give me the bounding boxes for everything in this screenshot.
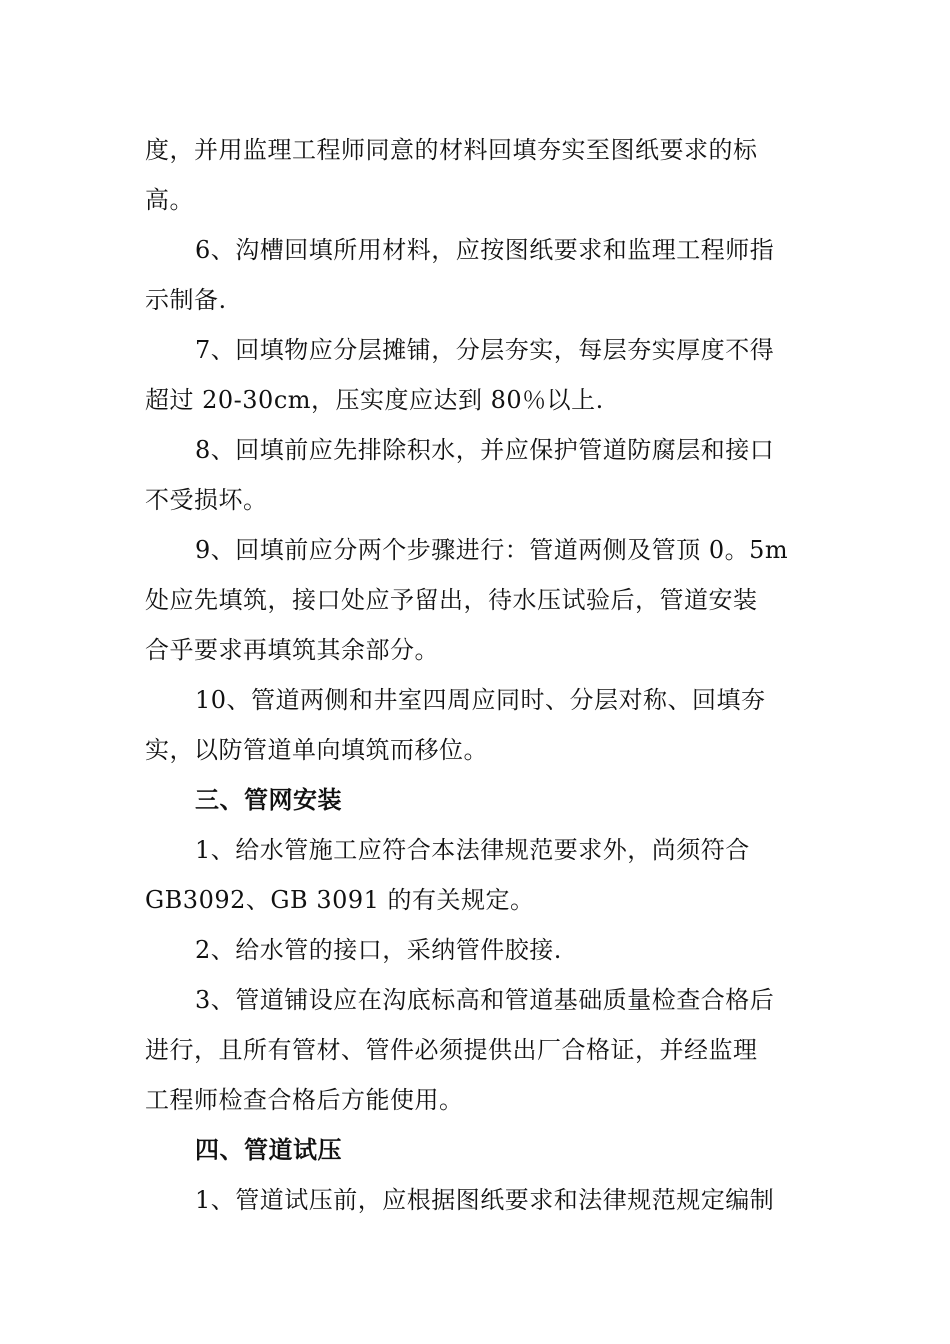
text-line: 示制备. [145,286,227,314]
paragraph-7-line: 7、回填物应分层摊铺，分层夯实，每层夯实厚度不得 [195,336,775,364]
paragraph-3-line: 3、管道铺设应在沟底标高和管道基础质量检查合格后 [195,986,775,1014]
paragraph-6-line: 6、沟槽回填所用材料，应按图纸要求和监理工程师指 [195,236,775,264]
text-line: 超过 20-30cm，压实度应达到 80％以上. [145,386,604,414]
text-line: 处应先填筑，接口处应予留出，待水压试验后，管道安装 [145,586,758,614]
paragraph-10-line: 10、管道两侧和井室四周应同时、分层对称、回填夯 [195,686,766,714]
text-line: 合乎要求再填筑其余部分。 [145,636,439,664]
text-line: GB3092、GB 3091 的有关规定。 [145,886,535,914]
paragraph-1-line: 1、管道试压前，应根据图纸要求和法律规范规定编制 [195,1186,775,1214]
text-line: 度，并用监理工程师同意的材料回填夯实至图纸要求的标 [145,136,758,164]
paragraph-2-line: 2、给水管的接口，采纳管件胶接. [195,936,562,964]
text-line: 实，以防管道单向填筑而移位。 [145,736,488,764]
section-heading-pressure-test: 四、管道试压 [195,1136,342,1164]
paragraph-1-line: 1、给水管施工应符合本法律规范要求外，尚须符合 [195,836,750,864]
section-heading-pipe-network: 三、管网安装 [195,786,342,814]
text-line: 进行，且所有管材、管件必须提供出厂合格证，并经监理 [145,1036,758,1064]
paragraph-8-line: 8、回填前应先排除积水，并应保护管道防腐层和接口 [195,436,775,464]
text-line: 不受损坏。 [145,486,268,514]
text-line: 高。 [145,186,194,214]
text-line: 工程师检查合格后方能使用。 [145,1086,464,1114]
paragraph-9-line: 9、回填前应分两个步骤进行：管道两侧及管顶 0。5m [195,536,789,564]
